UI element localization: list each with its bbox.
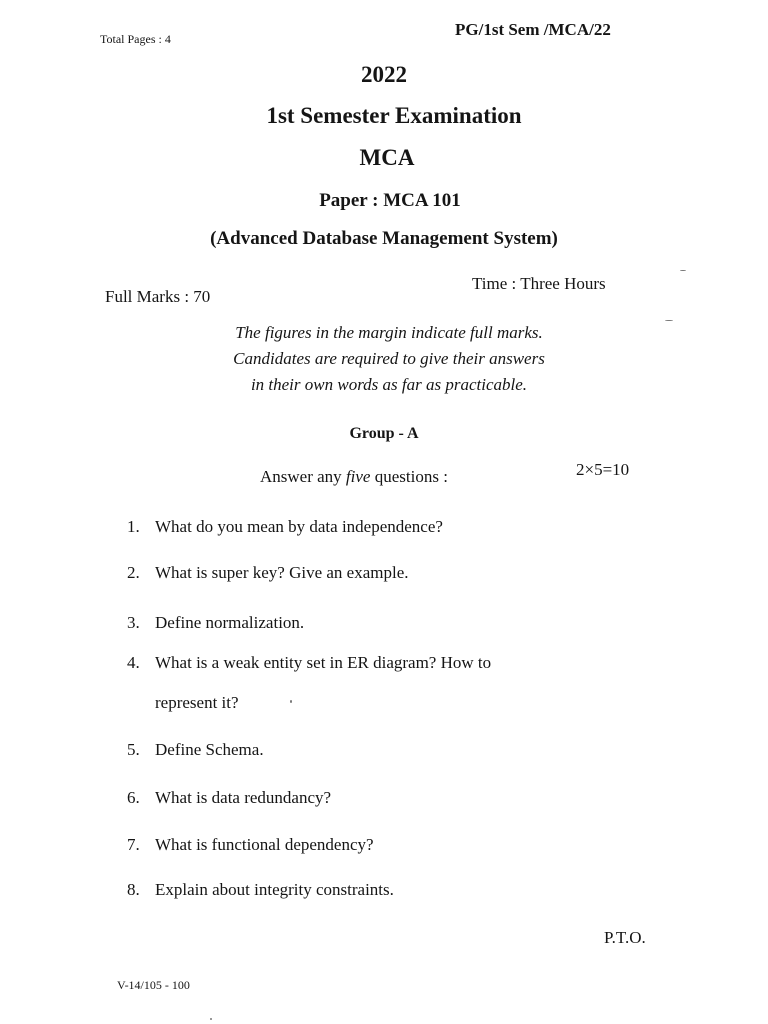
scan-speck — [680, 270, 686, 271]
question-number: 7. — [127, 835, 140, 854]
instruction-line-1: The figures in the margin indicate full marks. — [235, 323, 543, 342]
question-8 — [127, 880, 394, 900]
full-marks: Full Marks : 70 — [105, 287, 211, 306]
question-text: Define normalization. — [155, 613, 305, 632]
question-3 — [127, 613, 304, 633]
question-5 — [127, 740, 264, 760]
course-name: MCA — [359, 145, 415, 170]
question-number: 6. — [127, 788, 140, 807]
instructions-note — [0, 320, 768, 398]
question-number: 1. — [127, 517, 140, 536]
question-4 — [127, 653, 491, 673]
question-4-continued: represent it? — [155, 693, 239, 712]
question-text: What is data redundancy? — [155, 788, 332, 807]
instruction-line-3: in their own words as far as practicable. — [250, 375, 528, 394]
paper-number: Paper : MCA 101 — [319, 190, 461, 211]
instruction-emphasis: five — [345, 467, 371, 486]
question-number: 4. — [127, 653, 140, 672]
group-instruction — [260, 467, 448, 487]
paper-code: PG/1st Sem /MCA/22 — [455, 20, 611, 39]
group-title: Group - A — [349, 425, 419, 442]
scan-speck — [665, 320, 673, 321]
question-text: What is super key? Give an example. — [155, 563, 409, 582]
question-number: 8. — [127, 880, 140, 899]
question-1 — [127, 517, 443, 537]
exam-title: 1st Semester Examination — [266, 103, 522, 128]
instruction-suffix: questions : — [370, 467, 448, 486]
group-marks: 2×5=10 — [576, 460, 630, 479]
question-text: What is a weak entity set in ER diagram? How to — [155, 653, 492, 672]
page-turn-over: P.T.O. — [604, 928, 646, 947]
total-pages: Total Pages : 4 — [100, 32, 171, 46]
question-text: Define Schema. — [155, 740, 264, 759]
exam-year: 2022 — [361, 62, 407, 87]
exam-time: Time : Three Hours — [472, 274, 606, 293]
question-number: 2. — [127, 563, 140, 582]
scan-speck — [290, 700, 292, 703]
subject-title: (Advanced Database Management System) — [210, 228, 558, 249]
question-6 — [127, 788, 331, 808]
question-number: 5. — [127, 740, 140, 759]
question-text: Explain about integrity constraints. — [155, 880, 394, 899]
question-2 — [127, 563, 409, 583]
instruction-prefix: Answer any — [260, 467, 346, 486]
question-7 — [127, 835, 374, 855]
instruction-line-2: Candidates are required to give their answers — [233, 349, 545, 368]
question-text: What do you mean by data independence? — [155, 517, 443, 536]
scan-speck — [210, 1018, 212, 1020]
question-text: What is functional dependency? — [155, 835, 374, 854]
print-code: V-14/105 - 100 — [117, 978, 190, 992]
question-number: 3. — [127, 613, 140, 632]
